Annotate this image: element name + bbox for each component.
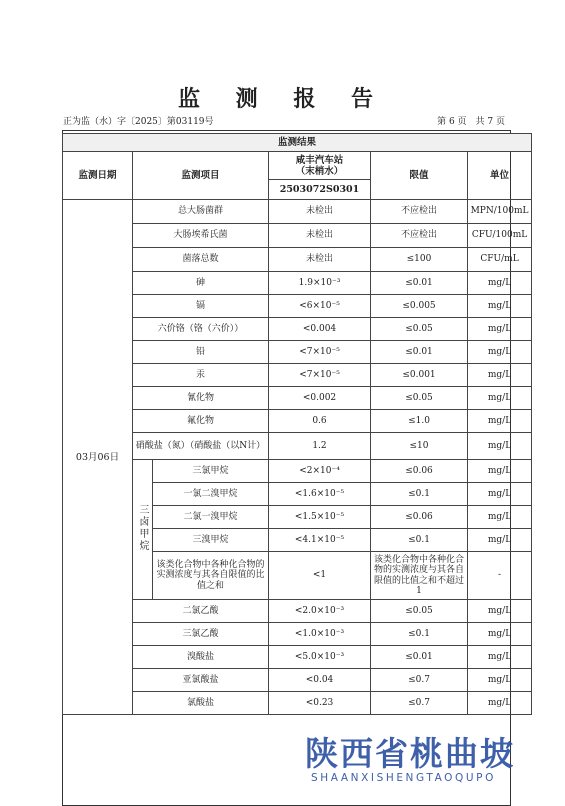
table-row (63, 623, 532, 646)
site-header: 咸丰汽车站 （末梢水） (269, 152, 371, 180)
unit-cell: mg/L (468, 318, 532, 341)
result-cell: <1.5×10⁻⁵ (269, 506, 371, 529)
unit-cell: CFU/mL (468, 248, 532, 272)
result-cell: 0.6 (269, 410, 371, 433)
item-cell: 铅 (133, 341, 269, 364)
table-row (63, 224, 532, 248)
unit-cell: mg/L (468, 460, 532, 483)
unit-cell: mg/L (468, 341, 532, 364)
watermark-subtext: SHAANXISHENGTAOQUPO (311, 772, 496, 784)
table-row (63, 364, 532, 387)
unit-cell: CFU/100mL (468, 224, 532, 248)
date-column-header: 监测日期 (63, 152, 133, 200)
item-cell: 镉 (133, 295, 269, 318)
unit-cell: mg/L (468, 506, 532, 529)
unit-cell: MPN/100mL (468, 200, 532, 224)
table-row (63, 387, 532, 410)
result-cell: <2.0×10⁻³ (269, 600, 371, 623)
result-cell: <6×10⁻⁵ (269, 295, 371, 318)
unit-cell: mg/L (468, 272, 532, 295)
unit-cell: mg/L (468, 669, 532, 692)
result-cell: <7×10⁻⁵ (269, 341, 371, 364)
sample-id: 2503072S0301 (269, 180, 371, 200)
item-cell: 砷 (133, 272, 269, 295)
watermark-text: 陕西省桃曲坡 (305, 734, 515, 773)
unit-cell: mg/L (468, 483, 532, 506)
result-cell: <0.004 (269, 318, 371, 341)
watermark (305, 728, 545, 790)
section-header: 监测结果 (63, 134, 532, 152)
limit-cell: ≤0.01 (371, 646, 468, 669)
limit-cell: 不应检出 (371, 224, 468, 248)
result-cell: <0.04 (269, 669, 371, 692)
result-cell: <1.6×10⁻⁵ (269, 483, 371, 506)
result-cell: <0.002 (269, 387, 371, 410)
table-row (63, 272, 532, 295)
table-row (63, 646, 532, 669)
limit-cell: ≤0.01 (371, 272, 468, 295)
item-cell: 菌落总数 (133, 248, 269, 272)
item-cell: 硝酸盐（氮）（硝酸盐（以N计） (133, 433, 269, 460)
limit-cell: ≤0.005 (371, 295, 468, 318)
table-row (63, 669, 532, 692)
limit-cell: ≤0.05 (371, 387, 468, 410)
result-cell: <7×10⁻⁵ (269, 364, 371, 387)
limit-cell: 该类化合物中各种化合物的实测浓度与其各自限值的比值之和不超过1 (371, 552, 468, 600)
limit-cell: ≤0.7 (371, 692, 468, 715)
limit-cell: ≤0.01 (371, 341, 468, 364)
result-cell: <2×10⁻⁴ (269, 460, 371, 483)
item-cell: 总大肠菌群 (133, 200, 269, 224)
limit-cell: 不应检出 (371, 200, 468, 224)
item-cell: 该类化合物中各种化合物的实测浓度与其各自限值的比值之和 (153, 552, 269, 600)
table-row (63, 341, 532, 364)
result-cell: <0.23 (269, 692, 371, 715)
results-table (62, 133, 532, 715)
table-row (63, 318, 532, 341)
item-cell: 氟化物 (133, 410, 269, 433)
limit-cell: ≤0.7 (371, 669, 468, 692)
result-cell: 未检出 (269, 224, 371, 248)
item-cell: 六价铬（铬（六价）） (133, 318, 269, 341)
table-row (63, 248, 532, 272)
table-row (63, 692, 532, 715)
item-cell: 溴酸盐 (133, 646, 269, 669)
table-row (63, 433, 532, 460)
thm-group-label: 三卤甲烷 (137, 504, 148, 552)
item-cell: 一氯二溴甲烷 (153, 483, 269, 506)
item-cell: 氯酸盐 (133, 692, 269, 715)
unit-cell: mg/L (468, 410, 532, 433)
item-cell: 二氯乙酸 (133, 600, 269, 623)
unit-cell: mg/L (468, 295, 532, 318)
unit-cell: - (468, 552, 532, 600)
table-row (63, 200, 532, 224)
unit-column-header: 单位 (468, 152, 532, 200)
unit-cell: mg/L (468, 529, 532, 552)
limit-cell: ≤0.05 (371, 318, 468, 341)
unit-cell: mg/L (468, 646, 532, 669)
limit-column-header: 限值 (371, 152, 468, 200)
item-cell: 亚氯酸盐 (133, 669, 269, 692)
item-cell: 大肠埃希氏菌 (133, 224, 269, 248)
limit-cell: ≤0.06 (371, 460, 468, 483)
item-column-header: 监测项目 (133, 152, 269, 200)
page-number: 第 6 页 共 7 页 (437, 117, 505, 127)
table-row (63, 410, 532, 433)
limit-cell: ≤10 (371, 433, 468, 460)
report-number: 正为监（水）字〔2025〕第03119号 (63, 117, 214, 127)
limit-cell: ≤0.05 (371, 600, 468, 623)
limit-cell: ≤1.0 (371, 410, 468, 433)
result-cell: <1 (269, 552, 371, 600)
thm-group-cell (133, 460, 153, 600)
unit-cell: mg/L (468, 364, 532, 387)
limit-cell: ≤0.06 (371, 506, 468, 529)
item-cell: 三溴甲烷 (153, 529, 269, 552)
unit-cell: mg/L (468, 600, 532, 623)
unit-cell: mg/L (468, 387, 532, 410)
unit-cell: mg/L (468, 433, 532, 460)
date-cell: 03月06日 (63, 200, 133, 715)
result-cell: 1.9×10⁻³ (269, 272, 371, 295)
result-cell: 未检出 (269, 200, 371, 224)
item-cell: 氰化物 (133, 387, 269, 410)
unit-cell: mg/L (468, 623, 532, 646)
table-row (63, 460, 532, 483)
report-title: 监 测 报 告 (178, 86, 387, 112)
limit-cell: ≤0.1 (371, 529, 468, 552)
limit-cell: ≤0.001 (371, 364, 468, 387)
unit-cell: mg/L (468, 692, 532, 715)
item-cell: 三氯乙酸 (133, 623, 269, 646)
result-cell: <5.0×10⁻³ (269, 646, 371, 669)
table-row (63, 295, 532, 318)
item-cell: 二氯一溴甲烷 (153, 506, 269, 529)
result-cell: <1.0×10⁻³ (269, 623, 371, 646)
item-cell: 汞 (133, 364, 269, 387)
result-cell: 1.2 (269, 433, 371, 460)
result-cell: 未检出 (269, 248, 371, 272)
result-cell: <4.1×10⁻⁵ (269, 529, 371, 552)
limit-cell: ≤100 (371, 248, 468, 272)
item-cell: 三氯甲烷 (153, 460, 269, 483)
limit-cell: ≤0.1 (371, 483, 468, 506)
limit-cell: ≤0.1 (371, 623, 468, 646)
table-row (63, 600, 532, 623)
